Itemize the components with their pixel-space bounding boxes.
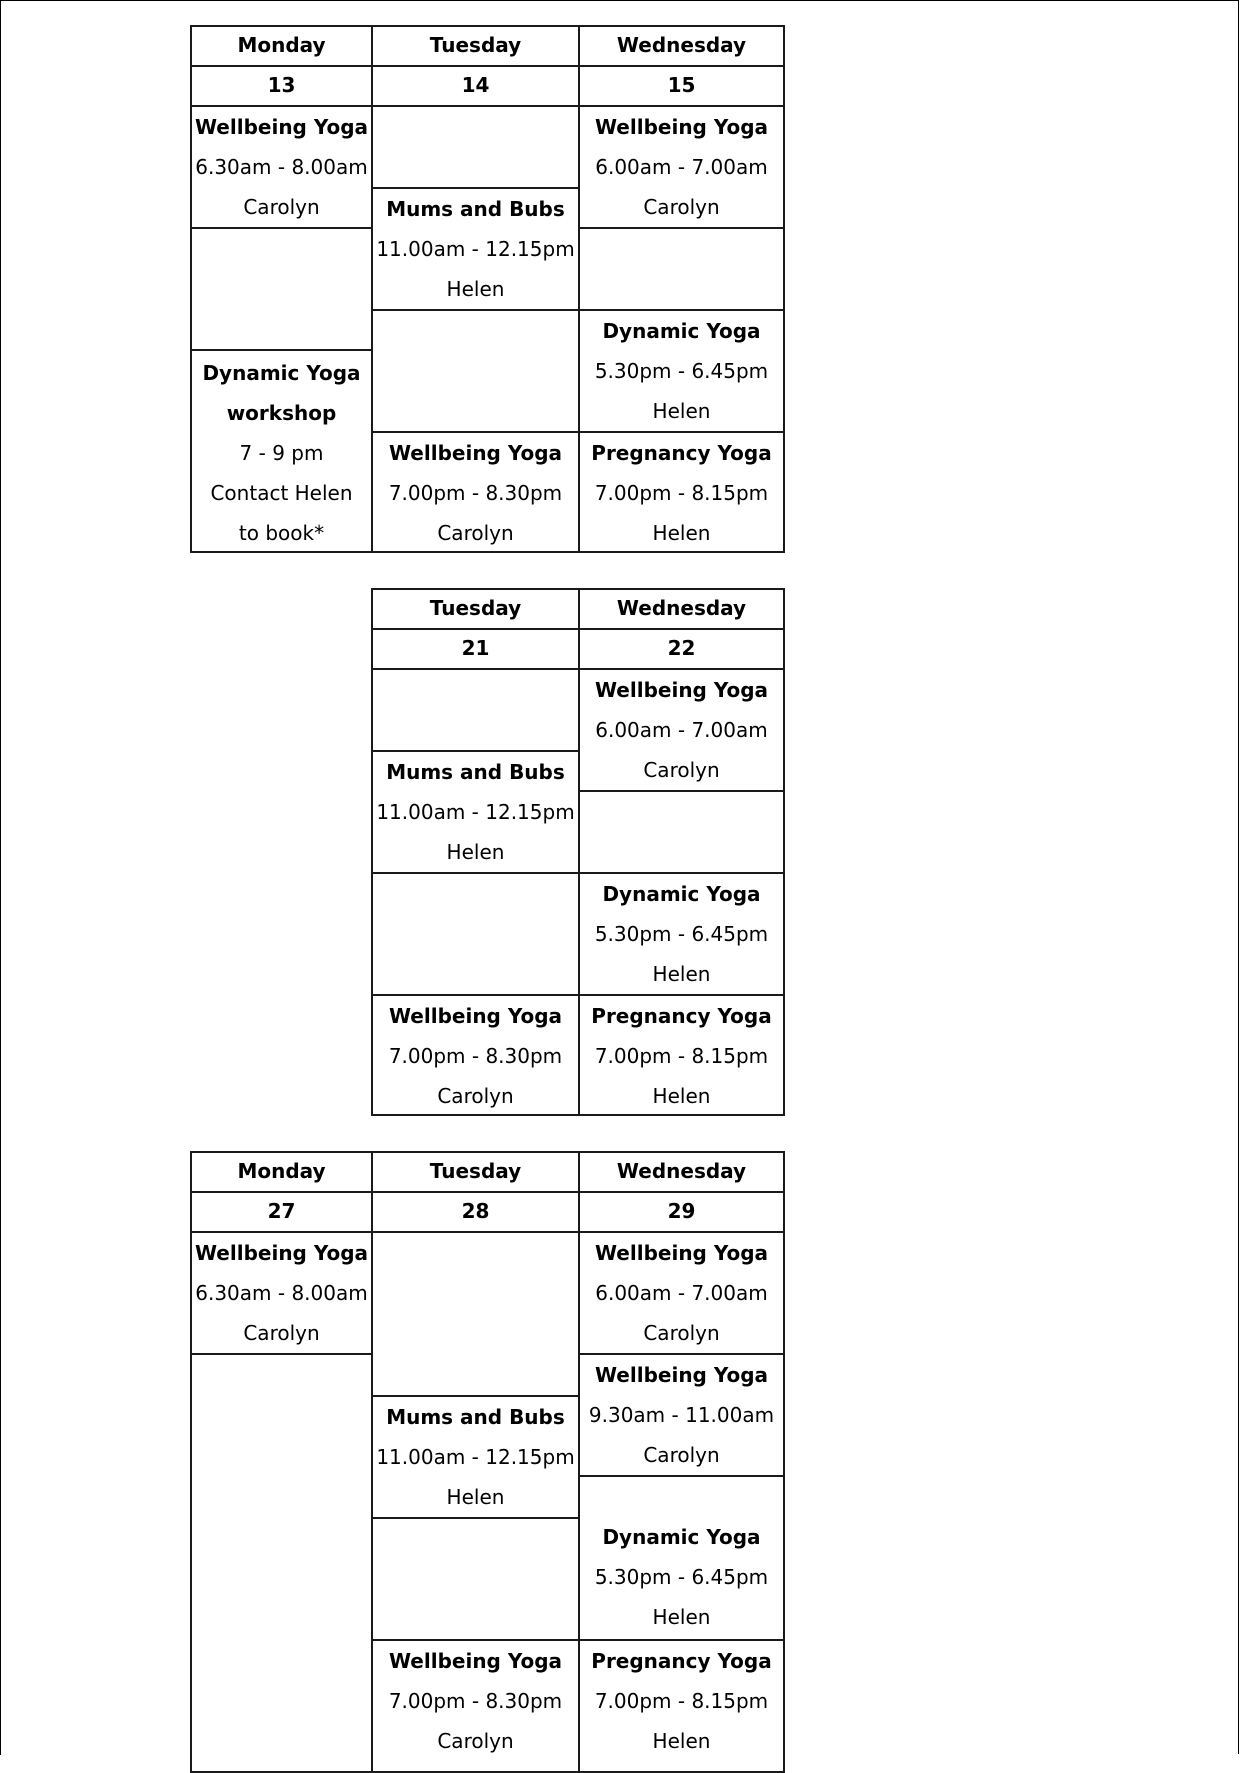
- day-header-wednesday: Wednesday: [578, 1151, 785, 1193]
- class-time: 7.00pm - 8.15pm: [594, 481, 769, 505]
- class-title: Dynamic Yoga: [602, 882, 761, 906]
- class-cell-wednesday-pregnancy: [578, 431, 785, 553]
- class-title: Mums and Bubs: [386, 760, 565, 784]
- class-title: Dynamic Yoga: [602, 1525, 761, 1549]
- class-time: 5.30pm - 6.45pm: [594, 1565, 769, 1589]
- class-time: 11.00am - 12.15pm: [376, 1445, 575, 1469]
- class-teacher: Helen: [652, 399, 711, 423]
- booking-note: Contact Helen: [210, 481, 353, 505]
- class-teacher: Helen: [652, 962, 711, 986]
- class-time: 7.00pm - 8.30pm: [388, 1044, 563, 1068]
- class-title: Wellbeing Yoga: [388, 441, 563, 465]
- class-teacher: Carolyn: [643, 195, 720, 219]
- class-time: 7.00pm - 8.30pm: [388, 1689, 563, 1713]
- empty-cell: [190, 227, 373, 351]
- class-title-line-2: workshop: [226, 401, 337, 425]
- empty-cell: [578, 227, 785, 311]
- empty-cell: [371, 668, 580, 752]
- class-time: 6.00am - 7.00am: [595, 1281, 768, 1305]
- class-title: Wellbeing Yoga: [388, 1004, 563, 1028]
- class-time: 11.00am - 12.15pm: [376, 237, 575, 261]
- empty-cell: [371, 1231, 580, 1397]
- empty-cell: [190, 1353, 373, 1773]
- class-time: 11.00am - 12.15pm: [376, 800, 575, 824]
- date-cell-27: 27: [190, 1191, 373, 1233]
- class-title: Mums and Bubs: [386, 197, 565, 221]
- class-title: Mums and Bubs: [386, 1405, 565, 1429]
- class-title: Wellbeing Yoga: [594, 1363, 769, 1387]
- class-cell-monday-wellbeing: [190, 1231, 373, 1355]
- empty-cell: [371, 105, 580, 189]
- empty-cell: [578, 790, 785, 874]
- date-cell-28: 28: [371, 1191, 580, 1233]
- class-title: Dynamic Yoga: [202, 361, 361, 385]
- class-title: Wellbeing Yoga: [594, 678, 769, 702]
- class-cell-tuesday-mums-bubs: [371, 1395, 580, 1519]
- class-cell-wednesday-pregnancy: [578, 994, 785, 1116]
- class-time: 7.00pm - 8.15pm: [594, 1689, 769, 1713]
- date-cell-13: 13: [190, 65, 373, 107]
- date-cell-15: 15: [578, 65, 785, 107]
- date-cell-21: 21: [371, 628, 580, 670]
- empty-cell: [371, 872, 580, 996]
- class-cell-tuesday-wellbeing: [371, 1639, 580, 1773]
- class-time: 6.30am - 8.00am: [195, 1281, 368, 1305]
- class-teacher: Helen: [652, 1084, 711, 1108]
- class-title: Pregnancy Yoga: [591, 1649, 772, 1673]
- class-title: Dynamic Yoga: [602, 319, 761, 343]
- class-time: 7 - 9 pm: [239, 441, 324, 465]
- date-cell-14: 14: [371, 65, 580, 107]
- day-header-wednesday: Wednesday: [578, 25, 785, 67]
- class-teacher: Carolyn: [643, 1443, 720, 1467]
- class-time: 6.00am - 7.00am: [595, 155, 768, 179]
- class-teacher: Helen: [446, 277, 505, 301]
- booking-note-line-2: to book*: [238, 521, 325, 545]
- class-cell-wednesday-wellbeing-early: [578, 1231, 785, 1355]
- class-cell-tuesday-mums-bubs: [371, 187, 580, 311]
- day-header-wednesday: Wednesday: [578, 588, 785, 630]
- class-cell-wednesday-pregnancy: [578, 1639, 785, 1773]
- class-teacher: Helen: [652, 1729, 711, 1753]
- class-cell-wednesday-wellbeing: [578, 105, 785, 229]
- class-cell-tuesday-mums-bubs: [371, 750, 580, 874]
- class-time: 7.00pm - 8.30pm: [388, 481, 563, 505]
- class-teacher: Carolyn: [437, 1084, 514, 1108]
- class-teacher: Helen: [652, 521, 711, 545]
- class-time: 5.30pm - 6.45pm: [594, 922, 769, 946]
- class-title: Wellbeing Yoga: [194, 115, 369, 139]
- date-cell-29: 29: [578, 1191, 785, 1233]
- class-time: 6.30am - 8.00am: [195, 155, 368, 179]
- day-header-tuesday: Tuesday: [371, 25, 580, 67]
- class-cell-monday-workshop: [190, 349, 373, 553]
- class-cell-tuesday-wellbeing: [371, 431, 580, 553]
- class-teacher: Carolyn: [243, 1321, 320, 1345]
- day-header-tuesday: Tuesday: [371, 588, 580, 630]
- class-teacher: Carolyn: [243, 195, 320, 219]
- class-cell-wednesday-dynamic: [578, 309, 785, 433]
- class-time: 7.00pm - 8.15pm: [594, 1044, 769, 1068]
- empty-cell: [371, 1517, 580, 1641]
- class-teacher: Carolyn: [643, 1321, 720, 1345]
- class-cell-wednesday-dynamic: [578, 872, 785, 996]
- class-cell-wednesday-dynamic: [578, 1475, 785, 1641]
- class-teacher: Helen: [652, 1605, 711, 1629]
- class-title: Wellbeing Yoga: [594, 1241, 769, 1265]
- day-header-monday: Monday: [190, 1151, 373, 1193]
- class-time: 5.30pm - 6.45pm: [594, 359, 769, 383]
- class-teacher: Helen: [446, 840, 505, 864]
- class-title: Pregnancy Yoga: [591, 441, 772, 465]
- class-cell-monday-wellbeing: [190, 105, 373, 229]
- class-cell-wednesday-wellbeing: [578, 668, 785, 792]
- class-teacher: Carolyn: [437, 1729, 514, 1753]
- class-cell-tuesday-wellbeing: [371, 994, 580, 1116]
- class-title: Wellbeing Yoga: [194, 1241, 369, 1265]
- class-title: Wellbeing Yoga: [594, 115, 769, 139]
- date-cell-22: 22: [578, 628, 785, 670]
- class-teacher: Helen: [446, 1485, 505, 1509]
- class-cell-wednesday-wellbeing-morning: [578, 1353, 785, 1477]
- day-header-monday: Monday: [190, 25, 373, 67]
- class-teacher: Carolyn: [643, 758, 720, 782]
- class-teacher: Carolyn: [437, 521, 514, 545]
- class-title: Wellbeing Yoga: [388, 1649, 563, 1673]
- class-title: Pregnancy Yoga: [591, 1004, 772, 1028]
- class-time: 9.30am - 11.00am: [588, 1403, 775, 1427]
- empty-cell: [371, 309, 580, 433]
- day-header-tuesday: Tuesday: [371, 1151, 580, 1193]
- class-time: 6.00am - 7.00am: [595, 718, 768, 742]
